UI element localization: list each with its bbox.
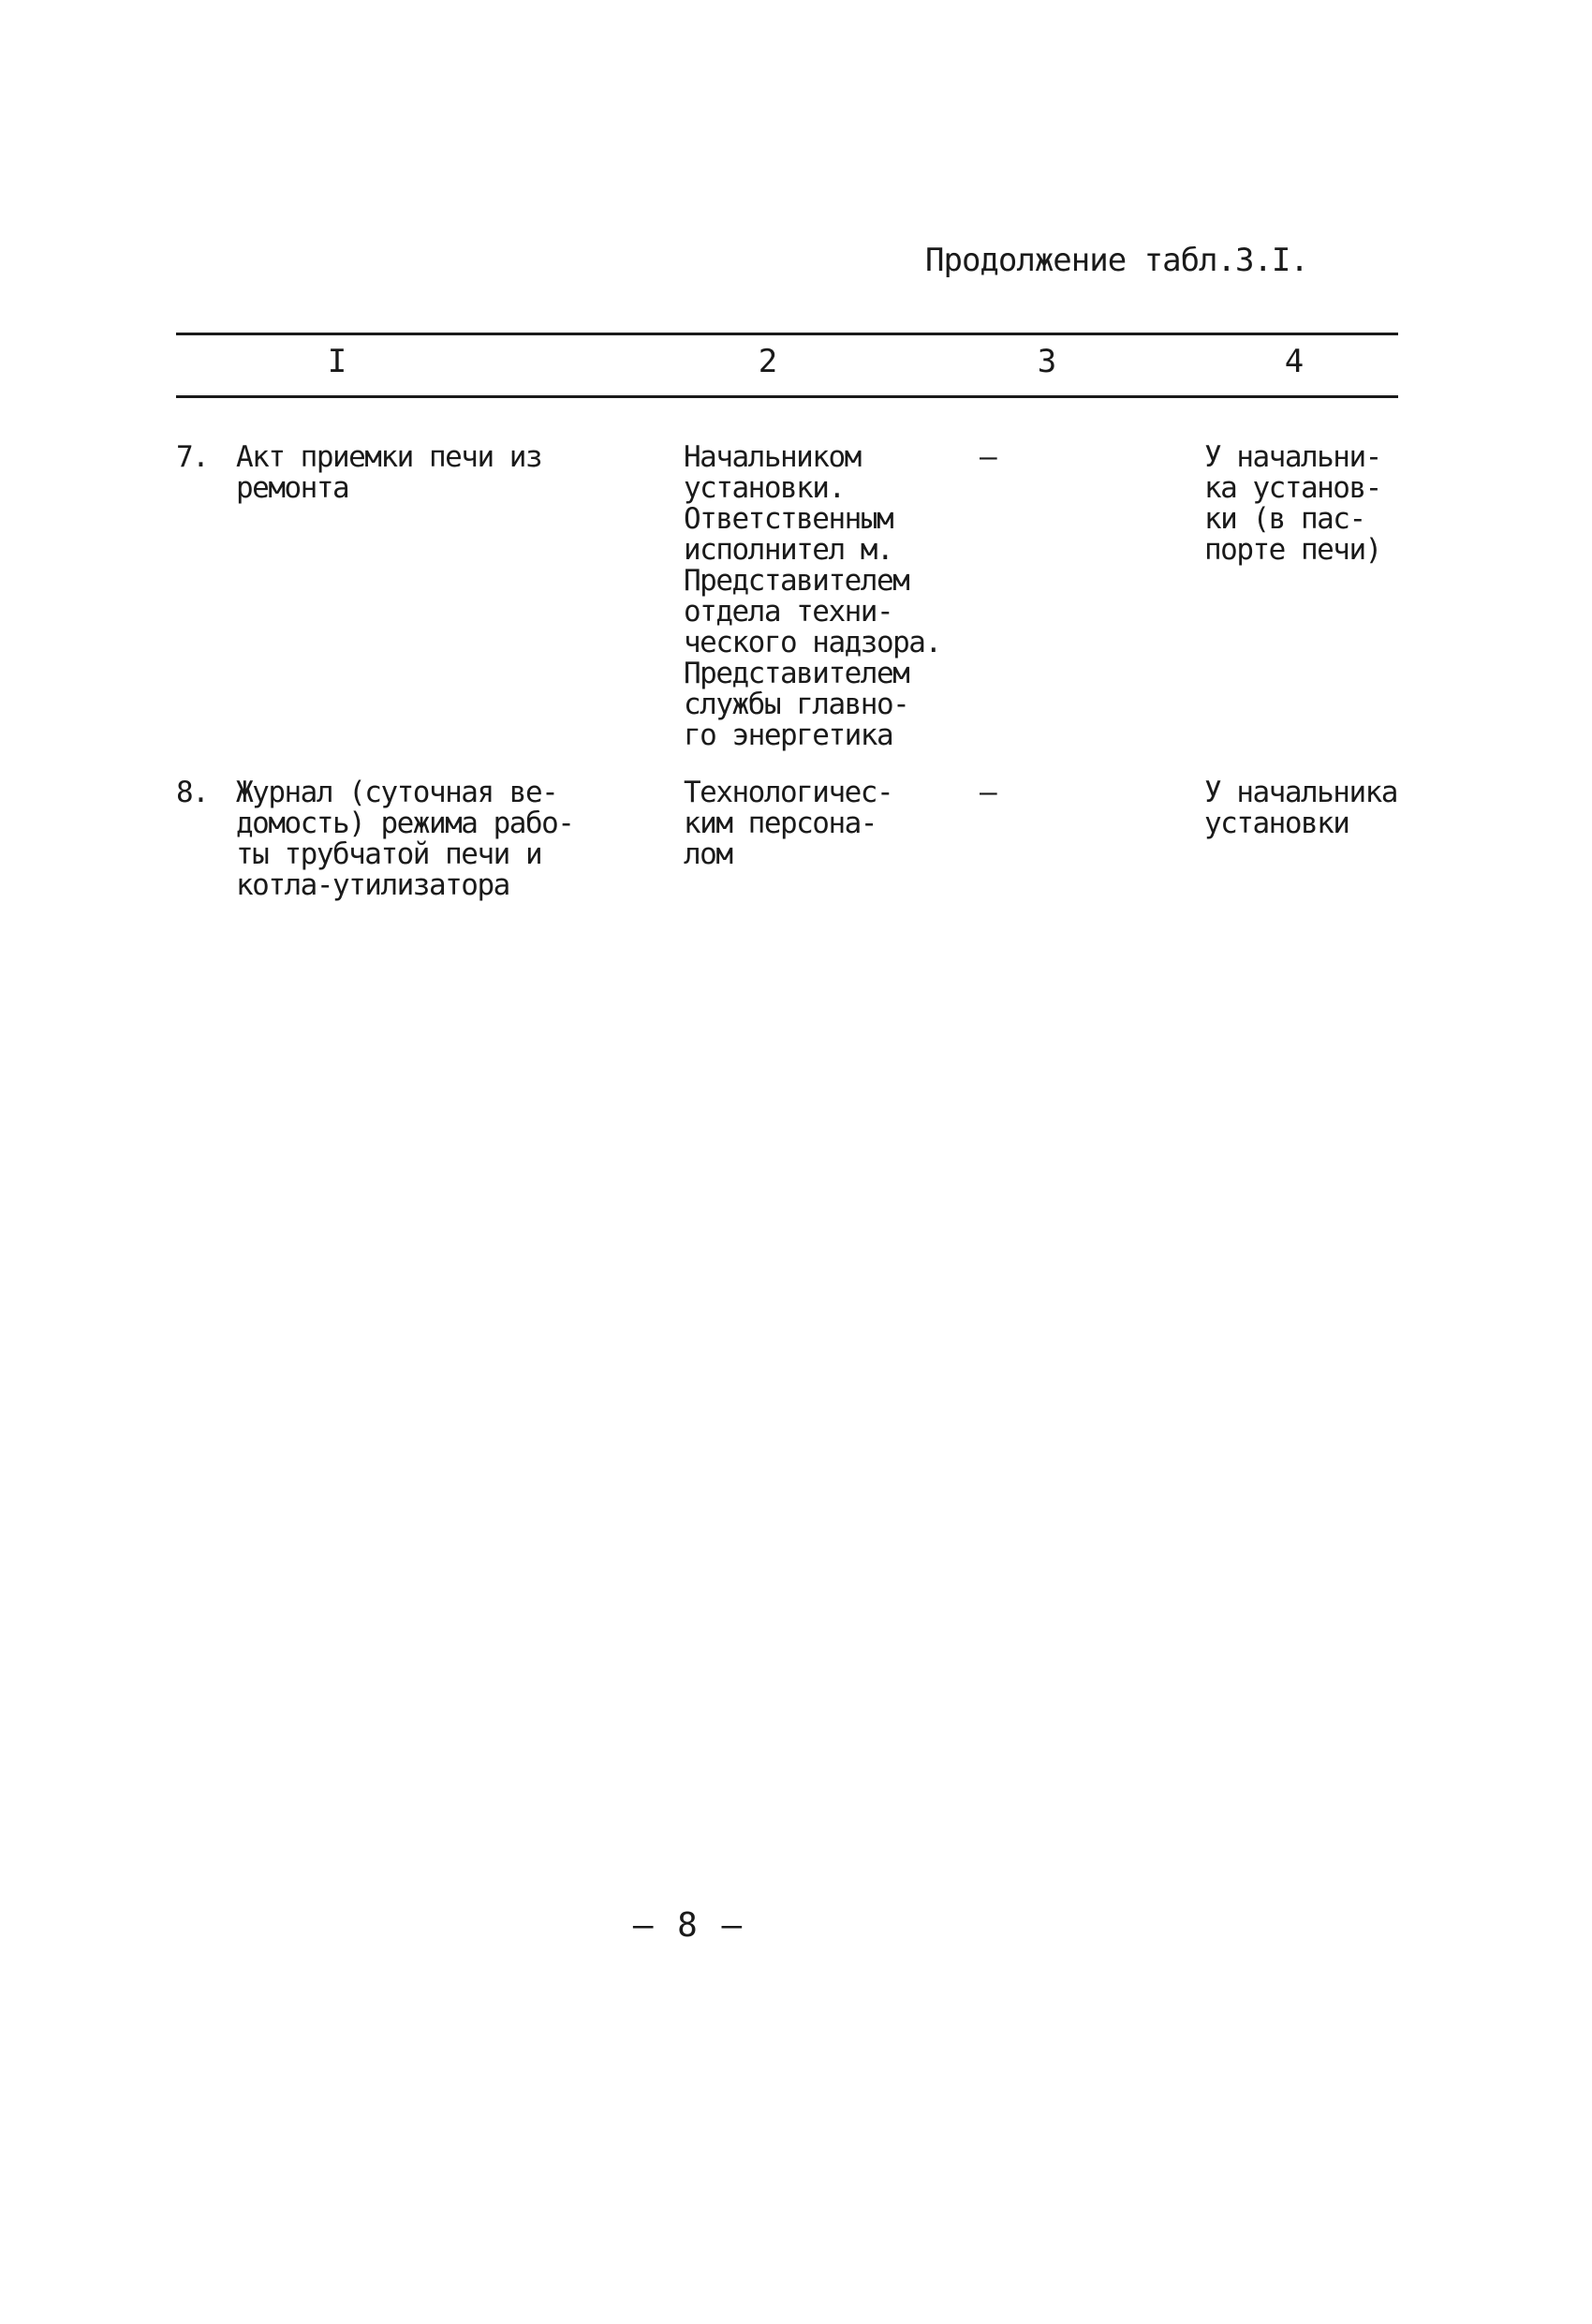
table-header-rule bbox=[176, 395, 1398, 398]
column-header-4: 4 bbox=[1284, 343, 1305, 380]
row-number: 8. bbox=[176, 776, 209, 809]
period-cell: – bbox=[980, 776, 996, 809]
column-header-2: 2 bbox=[758, 343, 778, 380]
responsible-cell: Технологичес- ким персона- лом bbox=[684, 776, 893, 871]
storage-location-cell: У начальника установки bbox=[1204, 776, 1397, 840]
page-number: – 8 – bbox=[632, 1906, 744, 1945]
period-cell: – bbox=[980, 440, 996, 474]
document-name-cell: Акт приемки печи из ремонта bbox=[236, 440, 542, 505]
column-header-1: I bbox=[327, 343, 347, 380]
document-name-cell: Журнал (суточная ве- домость) режима рабо- ты трубчатой печи и котла-утилизатора bbox=[236, 776, 574, 902]
table-top-rule bbox=[176, 333, 1398, 335]
table-continuation-caption: Продолжение табл.3.I. bbox=[925, 242, 1308, 279]
responsible-cell: Начальником установки. Ответственным исполнител м. Представителем отдела техни- ческого надзора. Представителем службы главно- го энергетика bbox=[684, 440, 941, 752]
row-number: 7. bbox=[176, 440, 209, 474]
storage-location-cell: У начальни- ка установ- ки (в пас- порте печи) bbox=[1204, 440, 1381, 567]
column-header-3: 3 bbox=[1037, 343, 1057, 380]
